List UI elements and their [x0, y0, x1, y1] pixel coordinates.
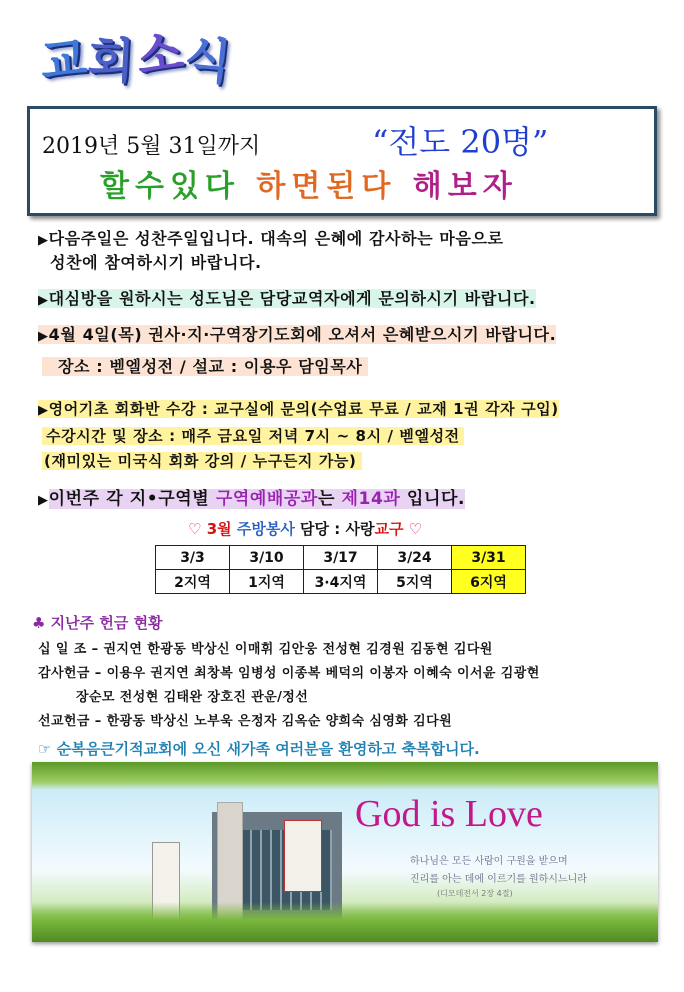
slogan-line [100, 161, 518, 205]
heart-icon: ♡ [188, 520, 202, 538]
kitchen-service-title [188, 518, 422, 539]
bullet-arrow: ▶ [38, 493, 49, 508]
title-char-4: 식 [181, 30, 236, 92]
notice-text: 장소 : 벧엘성전 / 설교 : 이용우 담임목사 [42, 357, 368, 376]
schedule-region: 3·4지역 [304, 570, 378, 594]
notice-prayer-meeting [38, 323, 556, 349]
schedule-date: 3/3 [156, 546, 230, 570]
sched-main: 주방봉사 [236, 520, 295, 538]
notice-cell-lesson [38, 487, 465, 513]
banner-grass [32, 902, 658, 942]
bullet-arrow: ▶ [38, 293, 49, 308]
goal-date: 2019년 5월 31일까지 [42, 134, 261, 159]
banner-verse-line-2: 진리를 아는 데에 이르기를 원하시느니라 [410, 874, 587, 885]
notice-text: 4월 4일(목) 권사·지·구역장기도회에 오셔서 은혜받으시기 바랍니다. [48, 325, 557, 344]
building-sign [284, 820, 322, 892]
title-char-1: 교 [37, 30, 92, 92]
offering-tithe: 십 일 조 – 권지연 한광동 박상신 이매휘 김안웅 전성현 김경원 김동현 김다원 [38, 642, 493, 657]
schedule-date: 3/24 [378, 546, 452, 570]
notice-visitation [38, 287, 536, 313]
offering-title: ♣ 지난주 헌금 현황 [32, 614, 163, 632]
lesson-highlight: 구역예배공과 [215, 489, 318, 509]
banner-verse-ref: (디모데전서 2장 4절) [437, 889, 513, 898]
goal-text: “전도 20명” [372, 123, 549, 161]
offering-thanks-cont: 장순모 전성현 김태완 장호진 관운/정선 [76, 690, 309, 705]
notice-english-desc [42, 449, 362, 473]
slogan-can-do: 할수있다 [100, 169, 240, 204]
lesson-post: 입니다. [400, 489, 466, 509]
schedule-date: 3/17 [304, 546, 378, 570]
notice-text: 대심방을 원하시는 성도님은 담당교역자에게 문의하시기 바랍니다. [48, 289, 536, 308]
bullet-arrow: ▶ [38, 233, 49, 248]
schedule-date: 3/10 [230, 546, 304, 570]
welcome-message: ☞ 순복음큰기적교회에 오신 새가족 여러분을 환영하고 축복합니다. [38, 740, 480, 758]
heart-icon: ♡ [408, 520, 423, 538]
bullet-arrow: ▶ [38, 329, 49, 344]
notice-english-class [38, 397, 559, 423]
banner-verse-line-1: 하나님은 모든 사람이 구원을 받으며 [410, 856, 568, 867]
banner-heading: God is Love [355, 793, 543, 835]
lesson-pre: 이번주 각 지•구역별 [48, 489, 216, 509]
sched-month: 3월 [206, 520, 237, 538]
slogan-will-do: 하면된다 [256, 169, 397, 204]
offering-thanks: 감사헌금 – 이용우 권지연 최창복 임병성 이종복 베덕의 이봉자 이혜숙 이서윤 김광현 [38, 666, 540, 681]
bullet-arrow: ▶ [38, 403, 49, 418]
table-row [156, 570, 526, 594]
lesson-mid: 는 [317, 489, 342, 509]
notice-communion [38, 227, 504, 253]
page-title-logo [37, 22, 236, 92]
banner-leaves [32, 762, 658, 790]
notice-communion-cont [50, 251, 262, 275]
notice-text: 다음주일은 성찬주일입니다. 대속의 은혜에 감사하는 마음으로 [48, 229, 504, 248]
notice-text: 수강시간 및 장소 : 매주 금요일 저녁 7시 ~ 8시 / 벧엘성전 [42, 427, 464, 445]
schedule-date-current: 3/31 [452, 546, 526, 570]
notice-text: 성찬에 참여하시기 바랍니다. [50, 253, 262, 272]
notice-text: (재미있는 미국식 회화 강의 / 누구든지 가능) [42, 452, 362, 470]
slogan-lets-do: 해보자 [412, 169, 518, 204]
notice-english-time [42, 424, 464, 448]
schedule-region: 1지역 [230, 570, 304, 594]
sched-mid: 담당 : 사랑 [294, 520, 375, 538]
schedule-region-current: 6지역 [452, 570, 526, 594]
evangelism-goal-box [27, 106, 657, 216]
kitchen-service-table [155, 545, 526, 594]
sched-red: 교구 [374, 520, 404, 538]
title-char-2: 회 [86, 31, 138, 91]
lesson-number: 제14과 [341, 489, 401, 509]
title-char-3: 소 [132, 23, 189, 87]
schedule-region: 5지역 [378, 570, 452, 594]
notice-prayer-place [42, 355, 368, 379]
table-row [156, 546, 526, 570]
church-banner-image [32, 762, 658, 942]
notice-text: 영어기초 회화반 수강 : 교구실에 문의(수업료 무료 / 교재 1권 각자 구입) [48, 400, 559, 418]
schedule-region: 2지역 [156, 570, 230, 594]
offering-mission: 선교헌금 – 한광동 박상신 노부욱 은정자 김옥순 양희숙 심영화 김다원 [38, 714, 453, 729]
